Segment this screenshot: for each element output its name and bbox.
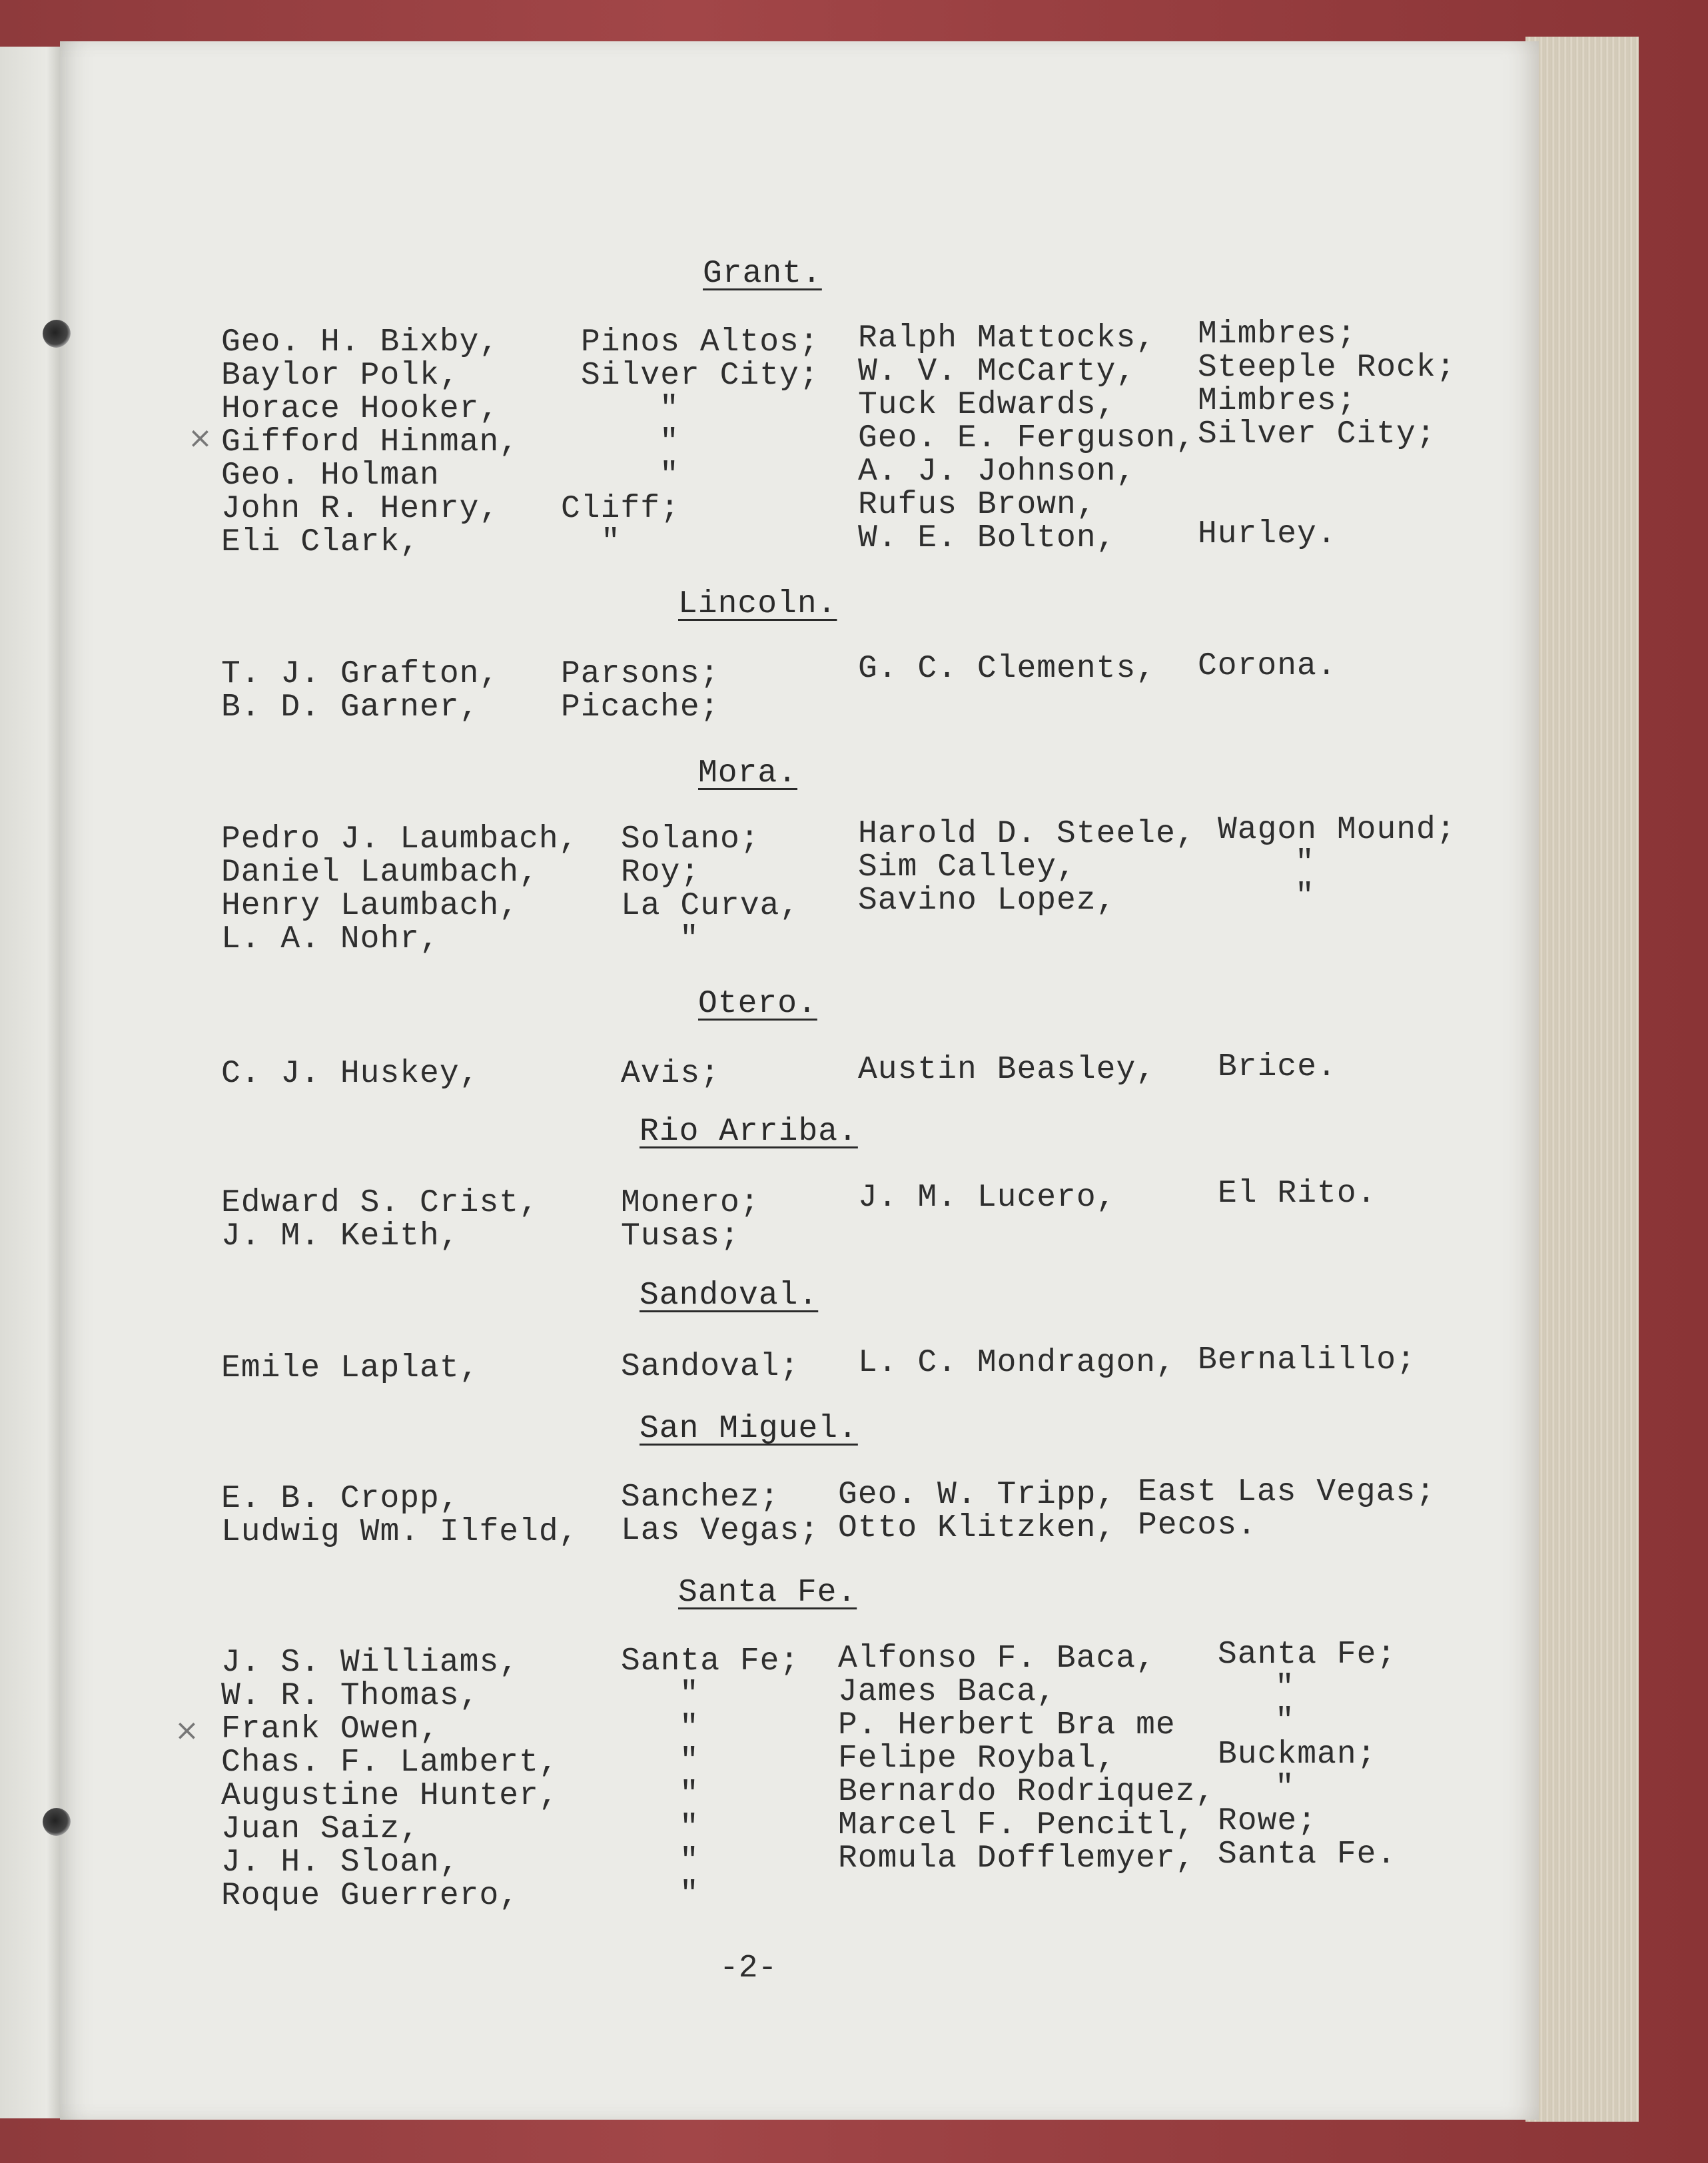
entry-town: Santa Fe; — [621, 1643, 800, 1679]
entry-town: " — [679, 1743, 699, 1779]
entry-town: " — [679, 1777, 699, 1813]
entry-name: J. M. Keith, — [221, 1218, 460, 1254]
entry-name: Tuck Edwards, — [858, 387, 1116, 423]
entry-town: Cliff; — [561, 491, 680, 527]
entry-name: Savino Lopez, — [858, 883, 1116, 919]
entry-town: East Las Vegas; — [1138, 1474, 1436, 1510]
document-page — [60, 41, 1539, 2120]
entry-name: T. J. Grafton, — [221, 656, 500, 692]
entry-name: Baylor Polk, — [221, 358, 460, 394]
section-heading-grant: Grant. — [703, 256, 822, 292]
entry-town: Silver City; — [1198, 416, 1436, 452]
entry-town: Picache; — [561, 689, 720, 725]
entry-town: Mimbres; — [1198, 383, 1357, 419]
entry-town: Brice. — [1218, 1049, 1337, 1085]
entry-town: " — [679, 1810, 699, 1846]
entry-name: Daniel Laumbach, — [221, 855, 539, 891]
entry-town: Tusas; — [621, 1218, 740, 1254]
entry-name: A. J. Johnson, — [858, 454, 1136, 490]
entry-town: Rowe; — [1218, 1803, 1318, 1839]
entry-town: Bernalillo; — [1198, 1342, 1416, 1378]
entry-name: Eli Clark, — [221, 524, 420, 560]
entry-name: L. C. Mondragon, — [858, 1345, 1176, 1381]
entry-name: J. M. Lucero, — [858, 1180, 1116, 1216]
section-heading-otero: Otero. — [698, 986, 817, 1022]
entry-town: " — [679, 1710, 699, 1746]
entry-name: Chas. F. Lambert, — [221, 1745, 559, 1781]
entry-town: " — [679, 1677, 699, 1713]
page-number: -2- — [719, 1950, 777, 1986]
entry-name: Roque Guerrero, — [221, 1878, 520, 1914]
entry-name: Geo. Holman — [221, 458, 440, 494]
entry-name: Gifford Hinman, — [221, 424, 520, 460]
entry-town: Corona. — [1198, 648, 1337, 684]
entry-name: Alfonso F. Baca, — [838, 1641, 1156, 1677]
entry-name: Horace Hooker, — [221, 391, 500, 427]
page-stack-edges — [1525, 37, 1639, 2122]
entry-name: Henry Laumbach, — [221, 888, 520, 924]
entry-name: Pedro J. Laumbach, — [221, 821, 579, 857]
entry-name: James Baca, — [838, 1674, 1057, 1710]
entry-town: Roy; — [621, 855, 701, 891]
entry-town: Santa Fe. — [1218, 1837, 1397, 1873]
entry-name: Geo. E. Ferguson, — [858, 420, 1196, 456]
entry-town: " — [679, 1877, 699, 1913]
entry-town: Hurley. — [1198, 516, 1337, 552]
binder-hole-top — [43, 320, 71, 348]
entry-town: " — [1275, 1770, 1295, 1806]
entry-name: W. R. Thomas, — [221, 1678, 480, 1714]
entry-name: Augustine Hunter, — [221, 1778, 559, 1814]
section-heading-san-miguel: San Miguel. — [640, 1411, 858, 1447]
entry-town: La Curva, — [621, 888, 800, 924]
entry-name: John R. Henry, — [221, 491, 500, 527]
entry-name: W. V. McCarty, — [858, 354, 1136, 390]
entry-town: Monero; — [621, 1185, 760, 1221]
entry-town: Pinos Altos; — [581, 324, 819, 360]
entry-name: W. E. Bolton, — [858, 520, 1116, 556]
entry-town: Sandoval; — [621, 1349, 800, 1385]
entry-name: Frank Owen, — [221, 1711, 440, 1747]
entry-name: Austin Beasley, — [858, 1052, 1156, 1088]
entry-town: Pecos. — [1138, 1508, 1257, 1543]
entry-town: Mimbres; — [1198, 316, 1357, 352]
entry-town: Las Vegas; — [621, 1513, 820, 1549]
entry-town: " — [601, 524, 621, 560]
entry-name: Harold D. Steele, — [858, 816, 1196, 852]
entry-name: J. S. Williams, — [221, 1645, 520, 1681]
margin-mark: × — [175, 1713, 199, 1747]
entry-name: Bernardo Rodriquez, — [838, 1774, 1216, 1810]
entry-town: Wagon Mound; — [1218, 812, 1456, 848]
entry-town: Sanchez; — [621, 1480, 780, 1515]
entry-name: Geo. H. Bixby, — [221, 324, 500, 360]
entry-town: " — [659, 458, 679, 494]
entry-town: " — [659, 424, 679, 460]
entry-town: " — [1295, 845, 1315, 881]
entry-name: Otto Klitzken, — [838, 1510, 1116, 1546]
entry-name: C. J. Huskey, — [221, 1056, 480, 1092]
entry-town: Avis; — [621, 1056, 721, 1092]
entry-name: Rufus Brown, — [858, 487, 1096, 523]
entry-name: Romula Dofflemyer, — [838, 1841, 1196, 1877]
section-heading-mora: Mora. — [698, 755, 798, 791]
entry-town: Solano; — [621, 821, 760, 857]
entry-name: P. Herbert Bra me — [838, 1707, 1176, 1743]
entry-name: Geo. W. Tripp, — [838, 1477, 1116, 1513]
entry-name: Ludwig Wm. Ilfeld, — [221, 1514, 579, 1550]
entry-town: " — [1295, 879, 1315, 915]
entry-name: Felipe Roybal, — [838, 1741, 1116, 1777]
section-heading-lincoln: Lincoln. — [678, 586, 837, 622]
entry-name: Sim Calley, — [858, 849, 1076, 885]
entry-town: El Rito. — [1218, 1176, 1377, 1212]
entry-town: " — [679, 1843, 699, 1879]
section-heading-sandoval: Sandoval. — [640, 1278, 819, 1314]
entry-name: E. B. Cropp, — [221, 1481, 460, 1517]
entry-town: " — [659, 391, 679, 427]
section-heading-santa-fe: Santa Fe. — [678, 1575, 857, 1611]
entry-name: J. H. Sloan, — [221, 1845, 460, 1881]
entry-town: " — [679, 921, 699, 957]
entry-name: Ralph Mattocks, — [858, 320, 1156, 356]
entry-name: B. D. Garner, — [221, 689, 480, 725]
section-heading-rio-arriba: Rio Arriba. — [640, 1114, 858, 1150]
entry-name: Emile Laplat, — [221, 1350, 480, 1386]
entry-name: Marcel F. Pencitl, — [838, 1807, 1196, 1843]
entry-town: Parsons; — [561, 656, 720, 692]
entry-town: Santa Fe; — [1218, 1637, 1397, 1673]
entry-name: Edward S. Crist, — [221, 1185, 539, 1221]
entry-name: G. C. Clements, — [858, 651, 1156, 687]
margin-mark: × — [188, 421, 213, 455]
entry-town: Silver City; — [581, 358, 819, 394]
entry-town: " — [1275, 1703, 1295, 1739]
binder-hole-bottom — [43, 1808, 71, 1836]
entry-name: Juan Saiz, — [221, 1811, 420, 1847]
entry-name: L. A. Nohr, — [221, 921, 440, 957]
entry-town: Buckman; — [1218, 1737, 1377, 1773]
entry-town: " — [1275, 1670, 1295, 1706]
entry-town: Steeple Rock; — [1198, 350, 1456, 386]
